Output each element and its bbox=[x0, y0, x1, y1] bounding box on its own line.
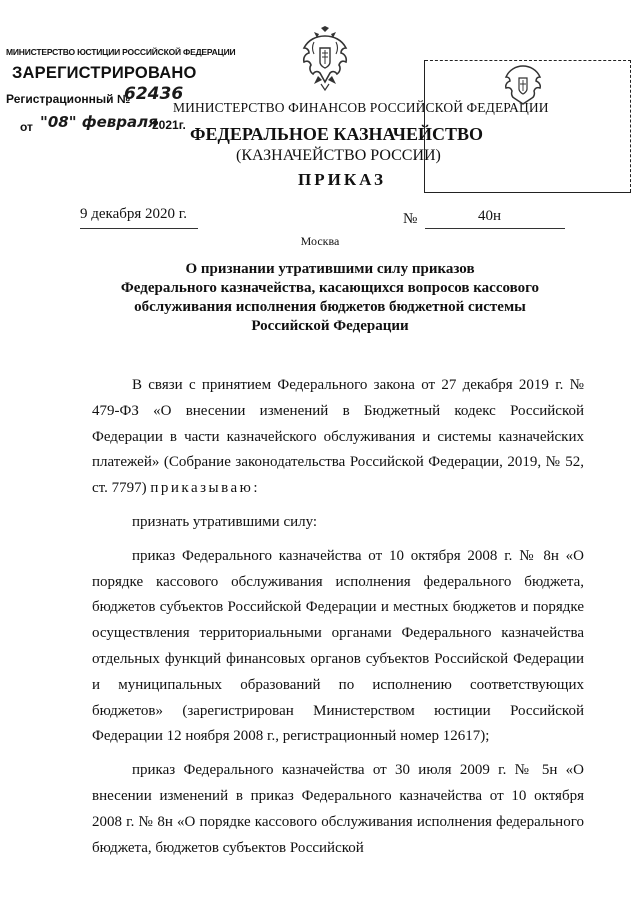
state-emblem-icon bbox=[300, 26, 350, 90]
repealed-order-item: приказ Федерального казначейства от 30 июля 2009 г. № 5н «О внесении изменений в приказ Федерального казначейства от 10 октября 2008 г. № 8н «О порядке кассового обслуживания исполнения федерального бюджета, бюджетов субъектов Российской bbox=[92, 762, 584, 856]
order-date-underline bbox=[80, 228, 198, 229]
order-title-line: Федерального казначейства, касающихся вопросов кассового bbox=[120, 280, 540, 296]
stamp-registered-label: ЗАРЕГИСТРИРОВАНО bbox=[12, 64, 197, 82]
stamp-date-label: от bbox=[20, 120, 33, 134]
order-title-line: Российской Федерации bbox=[251, 318, 409, 334]
agency-short-name: (КАЗНАЧЕЙСТВО РОССИИ) bbox=[236, 147, 441, 164]
order-number-sign: № bbox=[403, 211, 418, 227]
stamp-date-year: 2021г. bbox=[152, 118, 186, 132]
order-title-line: О признании утратившими силу приказов bbox=[185, 261, 475, 277]
order-verb: приказываю: bbox=[150, 480, 261, 497]
order-title-line: обслуживания исполнения бюджетов бюджетной системы bbox=[134, 299, 526, 315]
agency-name: ФЕДЕРАЛЬНОЕ КАЗНАЧЕЙСТВО bbox=[190, 124, 483, 144]
stamp-registration-number: 62436 bbox=[124, 84, 184, 104]
issue-city: Москва bbox=[300, 234, 340, 248]
ministry-name: МИНИСТЕРСТВО ФИНАНСОВ РОССИЙСКОЙ ФЕДЕРАЦИИ bbox=[173, 100, 549, 115]
order-number-underline bbox=[425, 228, 565, 229]
stamp-date-handwritten: "08" февраля bbox=[40, 113, 158, 131]
stamp-registration-number-label: Регистрационный № bbox=[6, 92, 131, 106]
order-number: 40н bbox=[478, 208, 502, 224]
repealed-order-item: приказ Федерального казначейства от 10 октября 2008 г. № 8н «О порядке кассового обслуживания исполнения федерального бюджета, бюджетов субъектов Российской Федерации и местных бюджетов и порядке осуществления территориальными органами Федерального казначейства отдельных функций финансовых органов субъектов Российской Федерации и муниципальных образований по исполнению соответствующих бюджетов» (зарегистрирован Министерством юстиции Российской Федерации 12 ноября 2008 г., регистрационный номер 12617); bbox=[92, 547, 584, 745]
document-type: ПРИКАЗ bbox=[298, 170, 386, 189]
stamp-emblem-icon bbox=[503, 64, 543, 106]
decision-paragraph: признать утратившими силу: bbox=[132, 513, 318, 530]
order-date: 9 декабря 2020 г. bbox=[80, 206, 187, 222]
order-title bbox=[110, 260, 550, 336]
stamp-ministry-name: МИНИСТЕРСТВО ЮСТИЦИИ РОССИЙСКОЙ ФЕДЕРАЦИИ bbox=[6, 47, 236, 57]
stamp-border-right bbox=[630, 60, 631, 192]
preamble-text: В связи с принятием Федерального закона от 27 декабря 2019 г. № 479-ФЗ «О внесении изменений в Бюджетный кодекс Российской Федерации в части казначейского обслуживания и системы казначейских платежей» (Собрание законодательства Российской Федерации, 2019, № 52, ст. 7797) bbox=[92, 377, 584, 497]
preamble-paragraph bbox=[92, 373, 584, 502]
order-body bbox=[92, 373, 584, 861]
stamp-border-top bbox=[425, 60, 631, 61]
